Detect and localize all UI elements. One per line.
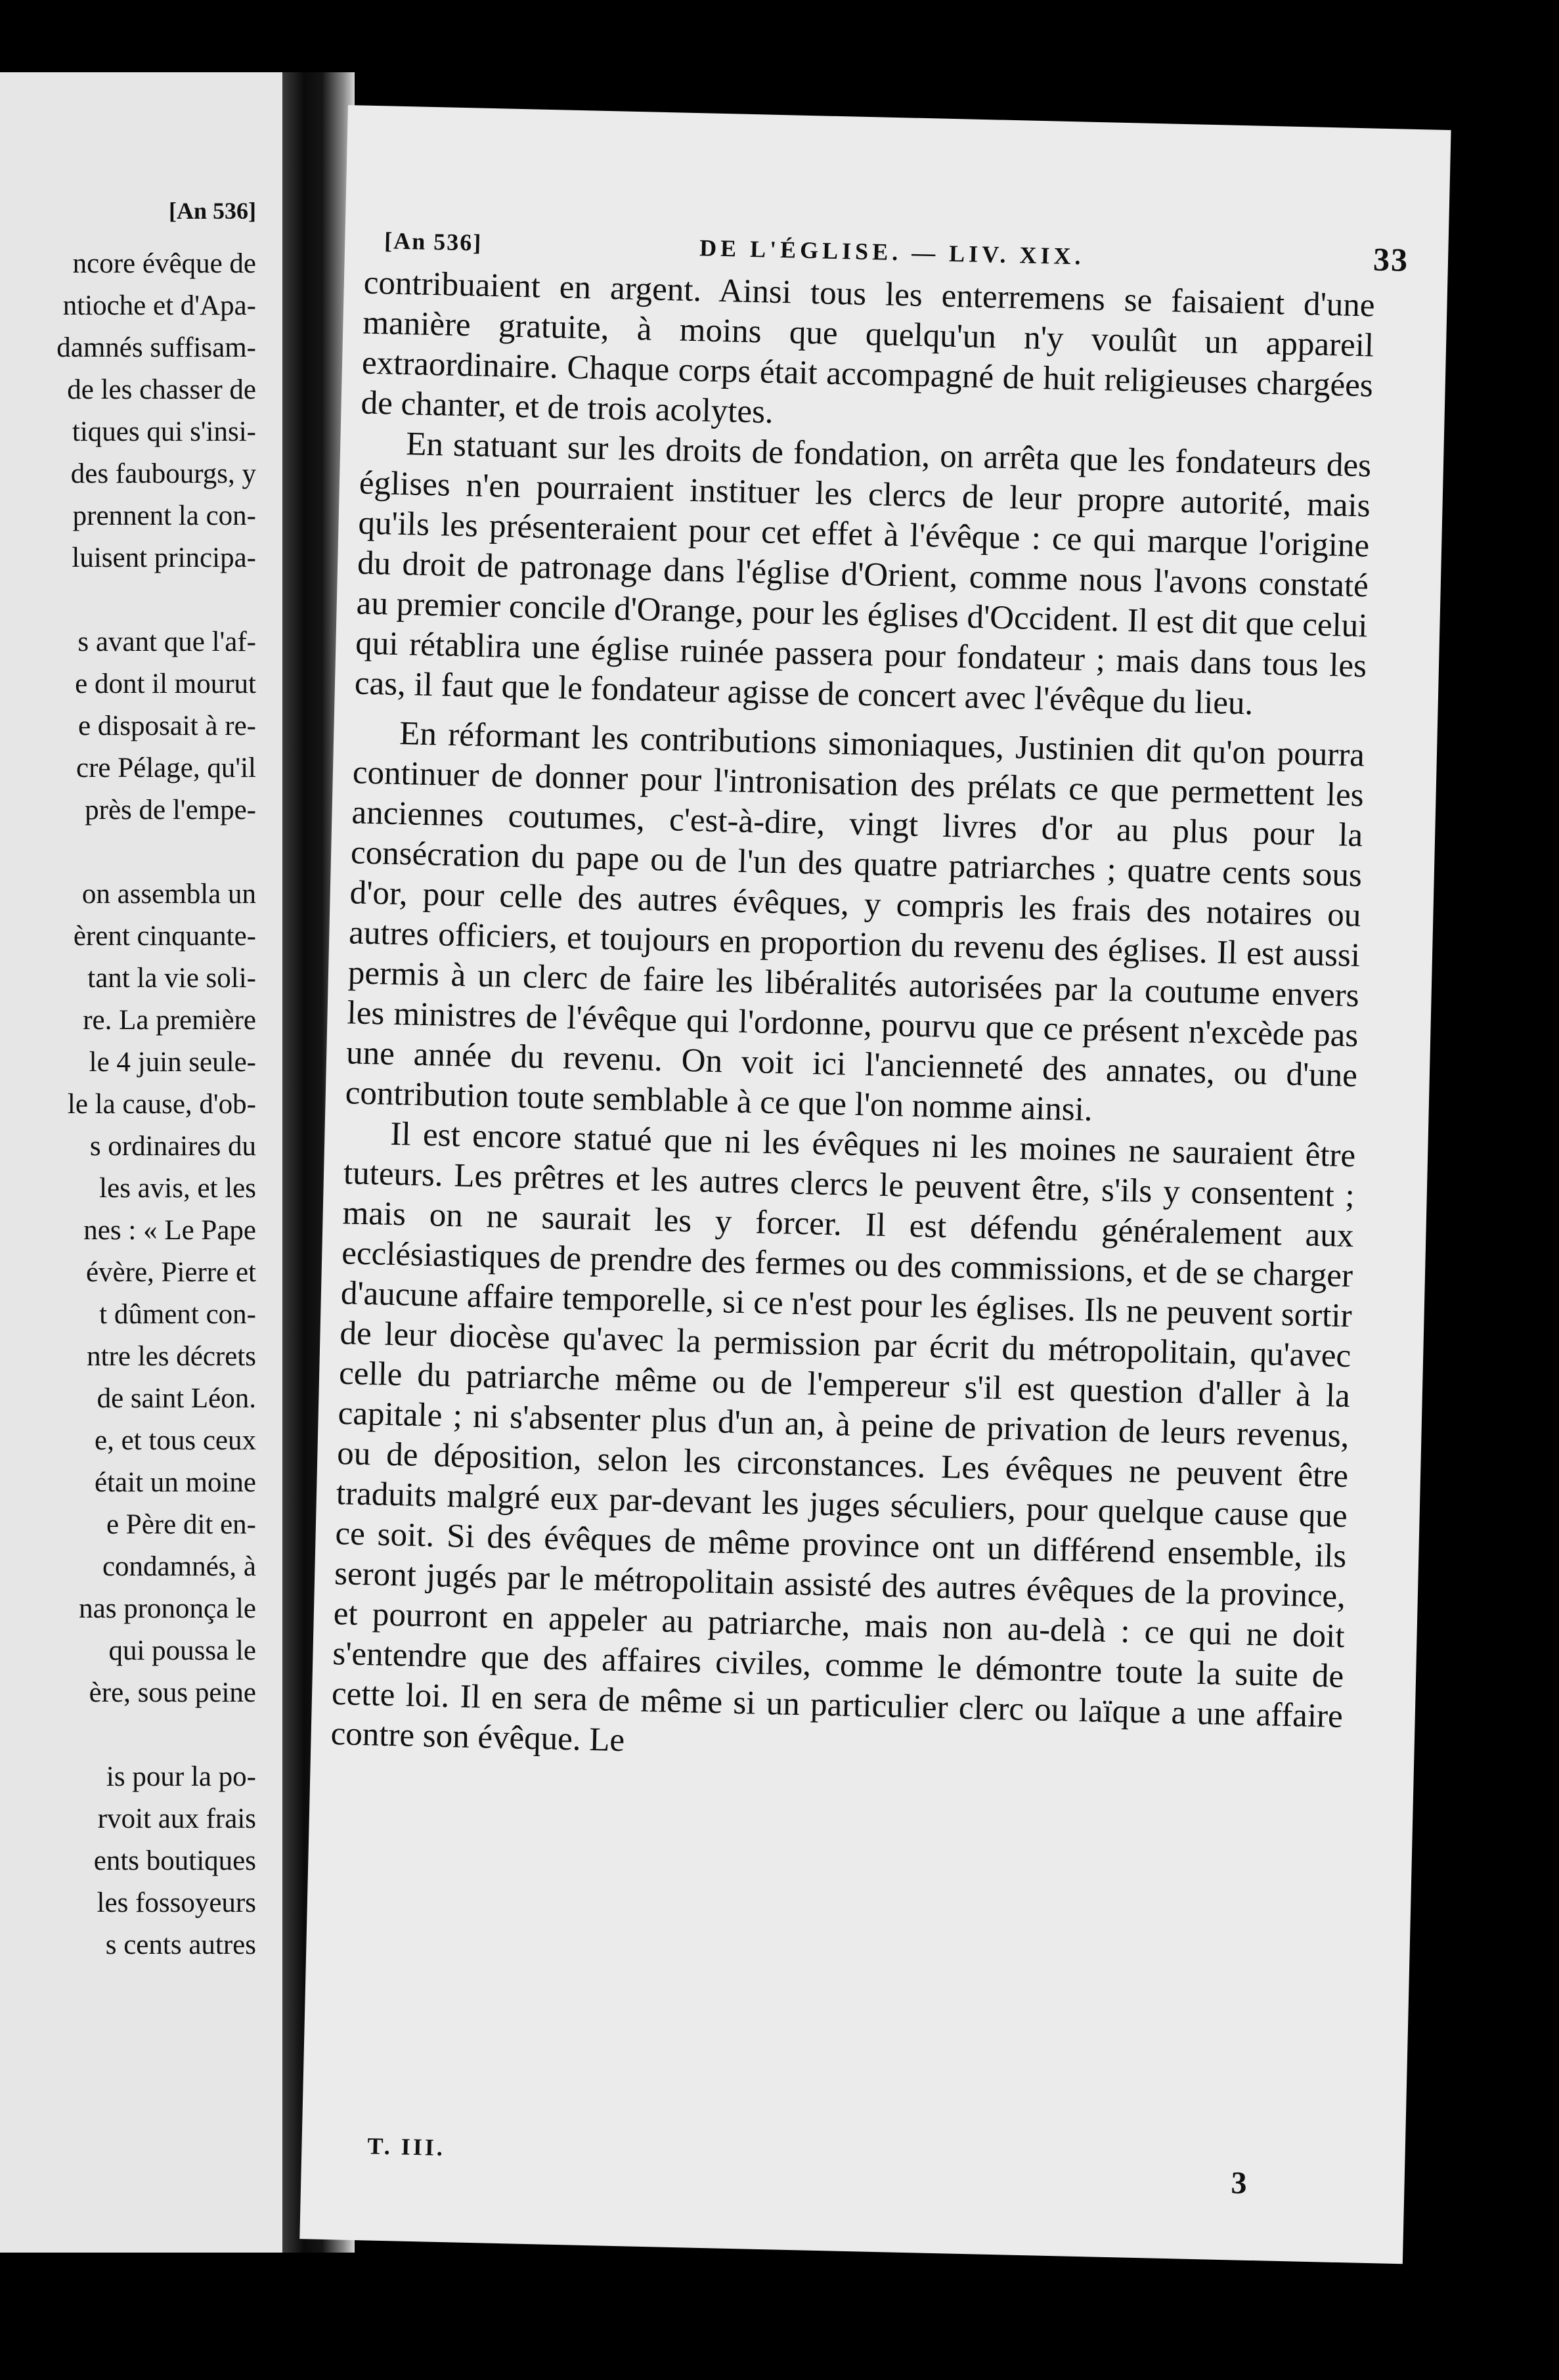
signature-mark: T. III.: [367, 2132, 446, 2161]
left-page-line: évère, Pierre et: [85, 1257, 256, 1288]
left-page-line: ère, sous peine: [89, 1677, 256, 1708]
left-page-line: était un moine: [95, 1467, 256, 1498]
left-page-line: ents boutiques: [93, 1845, 256, 1876]
left-page-line: [56, 831, 256, 873]
running-head-year: [An 536]: [384, 227, 483, 256]
left-page-line: ntre les décrets: [87, 1341, 256, 1372]
left-page-line: èrent cinquante-: [73, 921, 256, 952]
left-page-line: s ordinaires du: [89, 1131, 256, 1162]
gathering-number: 3: [1230, 2165, 1248, 2201]
left-page-line: e disposait à re-: [77, 711, 256, 741]
left-page-line: condamnés, à: [102, 1551, 256, 1582]
left-page-line: t dûment con-: [99, 1299, 256, 1330]
left-page-line: prennent la con-: [72, 500, 256, 531]
page-body: [330, 263, 1375, 1777]
left-page-line: s avant que l'af-: [77, 627, 256, 657]
paragraph: Il est encore statué que ni les évêques ni les moines ne sauraient être tuteurs. Les prêtres et les autres clercs le peuvent être, s'ils y consentent ; mais on ne saurait les y forcer. Il est défendu généralement aux ecclésiastiques de prendre des fermes ou des commissions, et de se charger d'aucune affaire temporelle, si ce n'est pour les églises. Ils ne peuvent sortir de leur diocèse qu'avec la permission par écrit du métropolitain, qu'avec celle du patriarche même ou de l'empereur s'il est question d'aller à la capitale ; ni s'absenter plus d'un an, à peine de privation de leurs revenus, ou de déposition, selon les circonstances. Les évêques ne peuvent être traduits malgré eux par-devant les juges séculiers, pour quelque cause que ce soit. Si des évêques de même province ont un différend ensemble, ils seront jugés par le métropolitain assisté des autres évêques de la province, et pourront en appeler au patriarche, mais non au-delà : ce qui ne doit s'entendre que des affaires civiles, comme le démontre toute la suite de cette loi. Il en sera de même si un particulier clerc ou laïque a une affaire contre son évêque. Le: [330, 1115, 1356, 1759]
left-page-line: s cents autres: [105, 1929, 256, 1960]
left-page-line: de les chasser de: [67, 374, 256, 405]
left-running-head: [An 536]: [169, 198, 256, 224]
left-page-line: tant la vie soli-: [87, 963, 256, 994]
page-footer: [301, 2130, 1346, 2207]
left-page-line: luisent principa-: [72, 542, 256, 573]
current-page: [299, 105, 1451, 2264]
left-page-line: e Père dit en-: [106, 1509, 256, 1540]
left-page-line: rvoit aux frais: [97, 1803, 256, 1834]
running-head-title: DE L'ÉGLISE. — LIV. XIX.: [699, 234, 1085, 270]
left-page-line: nas prononça le: [79, 1593, 256, 1624]
left-page-line: des faubourgs, y: [70, 458, 256, 489]
previous-page: [0, 72, 282, 2253]
left-page-line: de saint Léon.: [97, 1383, 256, 1414]
left-page-line: les fossoyeurs: [97, 1887, 256, 1918]
left-page-line: [56, 1714, 256, 1756]
left-page-line: le la cause, d'ob-: [67, 1089, 256, 1120]
left-page-line: nes : « Le Pape: [83, 1215, 256, 1246]
page-number: 33: [1372, 240, 1409, 278]
left-page-line: ncore évêque de: [72, 248, 256, 279]
left-page-line: les avis, et les: [99, 1173, 256, 1204]
left-page-line: ntioche et d'Apa-: [62, 290, 256, 321]
left-page-line: re. La première: [83, 1005, 256, 1036]
left-page-text: [56, 243, 256, 1966]
left-page-line: on assembla un: [81, 879, 256, 910]
paragraph: En réformant les contributions simoniaques, Justinien dit qu'on pourra continuer de donner pour l'intronisation des prélats ce que permettent les anciennes coutumes, c'est-à-dire, vingt livres d'or au plus pour la consécration du pape ou de l'un des quatre patriarches ; quatre cents sous d'or, pour celle des autres évêques, y compris les frais des notaires ou autres officiers, et toujours en proportion du revenu des églises. Il est aussi permis à un clerc de faire les libéralités autorisées par la coutume envers les ministres de l'évêque qui l'ordonne, pourvu que ce présent n'excède pas une année du revenu. On voit ici l'ancienneté des annates, ou d'une contribution toute semblable à ce que l'on nomme ainsi.: [345, 715, 1365, 1129]
left-page-line: damnés suffisam-: [56, 332, 256, 363]
left-page-line: [56, 579, 256, 621]
left-page-line: tiques qui s'insi-: [72, 416, 256, 447]
left-page-line: is pour la po-: [106, 1761, 256, 1792]
paragraph: contribuaient en argent. Ainsi tous les enterremens se faisaient d'une manière gratuite, à moins que quelqu'un n'y voulût un appareil extraordinaire. Chaque corps était accompagné de huit religieuses chargées de chanter, et de trois acolytes.: [361, 264, 1376, 431]
left-page-line: près de l'empe-: [85, 795, 256, 826]
left-page-line: e dont il mourut: [75, 669, 256, 699]
left-page-line: qui poussa le: [108, 1635, 256, 1666]
left-page-line: le 4 juin seule-: [89, 1047, 256, 1078]
left-page-line: cre Pélage, qu'il: [76, 753, 256, 783]
left-page-line: e, et tous ceux: [95, 1425, 256, 1456]
paragraph: En statuant sur les droits de fondation, on arrêta que les fondateurs des églises n'en pourraient instituer les clercs de leur propre autorité, mais qu'ils les présenteraient pour cet effet à l'évêque : ce qui marque l'origine du droit de patronage dans l'église d'Orient, comme nous l'avons constaté au premier concile d'Orange, pour les églises d'Occident. Il est dit que celui qui rétablira une église ruinée passera pour fondateur ; mais dans tous les cas, il faut que le fondateur agisse de concert avec l'évêque du lieu.: [354, 426, 1372, 722]
